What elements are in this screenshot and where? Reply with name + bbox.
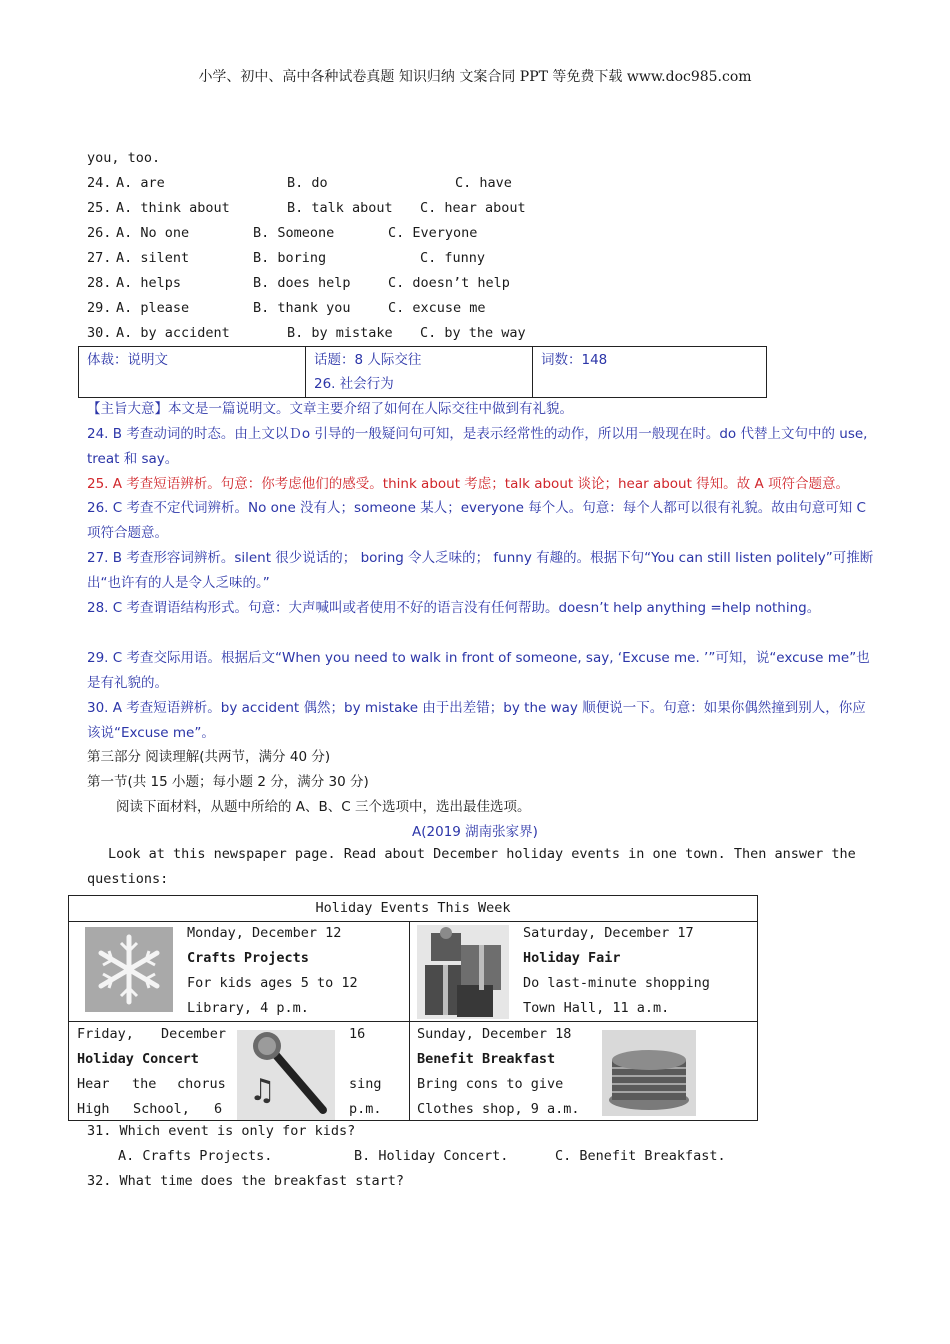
option-27-num: 27. [87,250,112,266]
option-24-a: A. are [116,175,165,191]
events-title: Holiday Events This Week [69,896,757,922]
event2-place: Town Hall, 11 a.m. [523,1000,670,1016]
question-31: 31. Which event is only for kids? [87,1123,356,1139]
option-26-b: B. Someone [253,225,335,241]
event1-name: Crafts Projects [187,950,309,966]
option-27-b: B. boring [253,250,327,266]
q31-option-b: B. Holiday Concert. [354,1148,509,1164]
events-table [68,895,758,1121]
event3-desc-b: the [132,1076,157,1092]
info-table [78,346,767,398]
event3-date-c: 16 [349,1026,366,1042]
topic-line-2: 26. 社会行为 [314,376,394,392]
event3-place-a: High [77,1101,110,1117]
q31-option-c: C. Benefit Breakfast. [555,1148,726,1164]
q31-option-a: A. Crafts Projects. [118,1148,273,1164]
option-24-c: C. have [455,175,512,191]
event4-name: Benefit Breakfast [417,1051,556,1067]
section3-sub: 第一节(共 15 小题；每小题 2 分，满分 30 分) [87,774,369,790]
option-25-a: A. think about [116,200,230,216]
option-28-num: 28. [87,275,112,291]
page-header: 小学、初中、高中各种试卷真题 知识归纳 文案合同 PPT 等免费下载 www.doc985.com [198,69,752,85]
event4-desc: Bring cons to give [417,1076,564,1092]
option-29-num: 29. [87,300,112,316]
event2-name: Holiday Fair [523,950,621,966]
event3-name: Holiday Concert [77,1051,199,1067]
answer-27: 27. B 考查形容词辨析。silent 很少说话的； boring 令人乏味的； funny 有趣的。根据下句“You can still listen politely”可推断出“也许有的人是令人乏味的。” [87,550,874,591]
answer-29: 29. C 考查交际用语。根据后文“When you need to walk in front of someone, say, ‘Excuse me. ’”可知，说“excuse me”也是有礼貌的。 [87,650,870,691]
options-intro: you, too. [87,150,161,166]
option-27-a: A. silent [116,250,190,266]
pancakes-image [602,1030,696,1116]
answer-25: 25. A 考查短语辨析。句意：你考虑他们的感受。think about 考虑；talk about 谈论；hear about 得知。故 A 项符合题意。 [87,476,849,492]
option-25-b: B. talk about [287,200,393,216]
event1-date: Monday, December 12 [187,925,342,941]
option-29-b: B. thank you [253,300,351,316]
answer-26: 26. C 考查不定代词辨析。No one 没有人；someone 某人；everyone 每个人。句意：每个人都可以很有礼貌。故由句意可知 C 项符合题意。 [87,500,866,541]
option-30-b: B. by mistake [287,325,393,341]
option-29-c: C. excuse me [388,300,486,316]
option-27-c: C. funny [420,250,486,266]
event2-desc: Do last-minute shopping [523,975,710,991]
passage-label: A(2019 湖南张家界) [412,824,538,840]
svg-text:♫: ♫ [249,1073,276,1108]
option-30-num: 30. [87,325,112,341]
microphone-image [237,1030,335,1120]
passage-intro-2: questions: [87,871,169,887]
event1-desc: For kids ages 5 to 12 [187,975,358,991]
option-28-a: A. helps [116,275,182,291]
event4-date: Sunday, December 18 [417,1026,572,1042]
word-count-cell: 词数：148 [541,352,608,368]
event3-desc-c: chorus [177,1076,226,1092]
event3-date-a: Friday, [77,1026,134,1042]
event3-place-c: 6 [214,1101,223,1117]
event3-date-b: December [161,1026,227,1042]
option-24-num: 24. [87,175,112,191]
event3-desc-d: sing [349,1076,382,1092]
option-25-c: C. hear about [420,200,526,216]
question-32: 32. What time does the breakfast start? [87,1173,404,1189]
option-26-num: 26. [87,225,112,241]
option-30-c: C. by the way [420,325,526,341]
genre-cell: 体裁：说明文 [87,352,168,368]
answer-28: 28. C 考查谓语结构形式。句意：大声喊叫或者使用不好的语言没有任何帮助。doesn’t help anything =help nothing。 [87,600,821,616]
event2-date: Saturday, December 17 [523,925,694,941]
option-28-c: C. doesn’t help [388,275,510,291]
option-26-a: A. No one [116,225,190,241]
option-29-a: A. please [116,300,190,316]
section3-title: 第三部分 阅读理解(共两节，满分 40 分) [87,749,331,765]
answer-24: 24. B 考查动词的时态。由上文以Ｄo 引导的一般疑问句可知，是表示经常性的动作，所以用一般现在时。do 代替上文句中的 use, treat 和 say。 [87,426,868,467]
event3-desc-a: Hear [77,1076,110,1092]
option-28-b: B. does help [253,275,351,291]
event1-place: Library, 4 p.m. [187,1000,309,1016]
event3-place-d: p.m. [349,1101,382,1117]
option-30-a: A. by accident [116,325,230,341]
option-24-b: B. do [287,175,328,191]
snowflake-image [85,927,173,1012]
option-25-num: 25. [87,200,112,216]
passage-intro-1: Look at this newspaper page. Read about December holiday events in one town. Then answer the [108,846,856,862]
summary: 【主旨大意】本文是一篇说明文。文章主要介绍了如何在人际交往中做到有礼貌。 [87,401,573,417]
event3-place-b: School, [133,1101,190,1117]
event4-place: Clothes shop, 9 a.m. [417,1101,580,1117]
topic-line-1: 话题：8 人际交往 [314,352,422,368]
section3-instructions: 阅读下面材料，从题中所给的 A、B、C 三个选项中，选出最佳选项。 [116,799,531,815]
gift-boxes-image [417,925,509,1019]
option-26-c: C. Everyone [388,225,478,241]
answer-30: 30. A 考查短语辨析。by accident 偶然；by mistake 由于出差错；by the way 顺便说一下。句意：如果你偶然撞到别人，你应该说“Excuse me”。 [87,700,866,741]
